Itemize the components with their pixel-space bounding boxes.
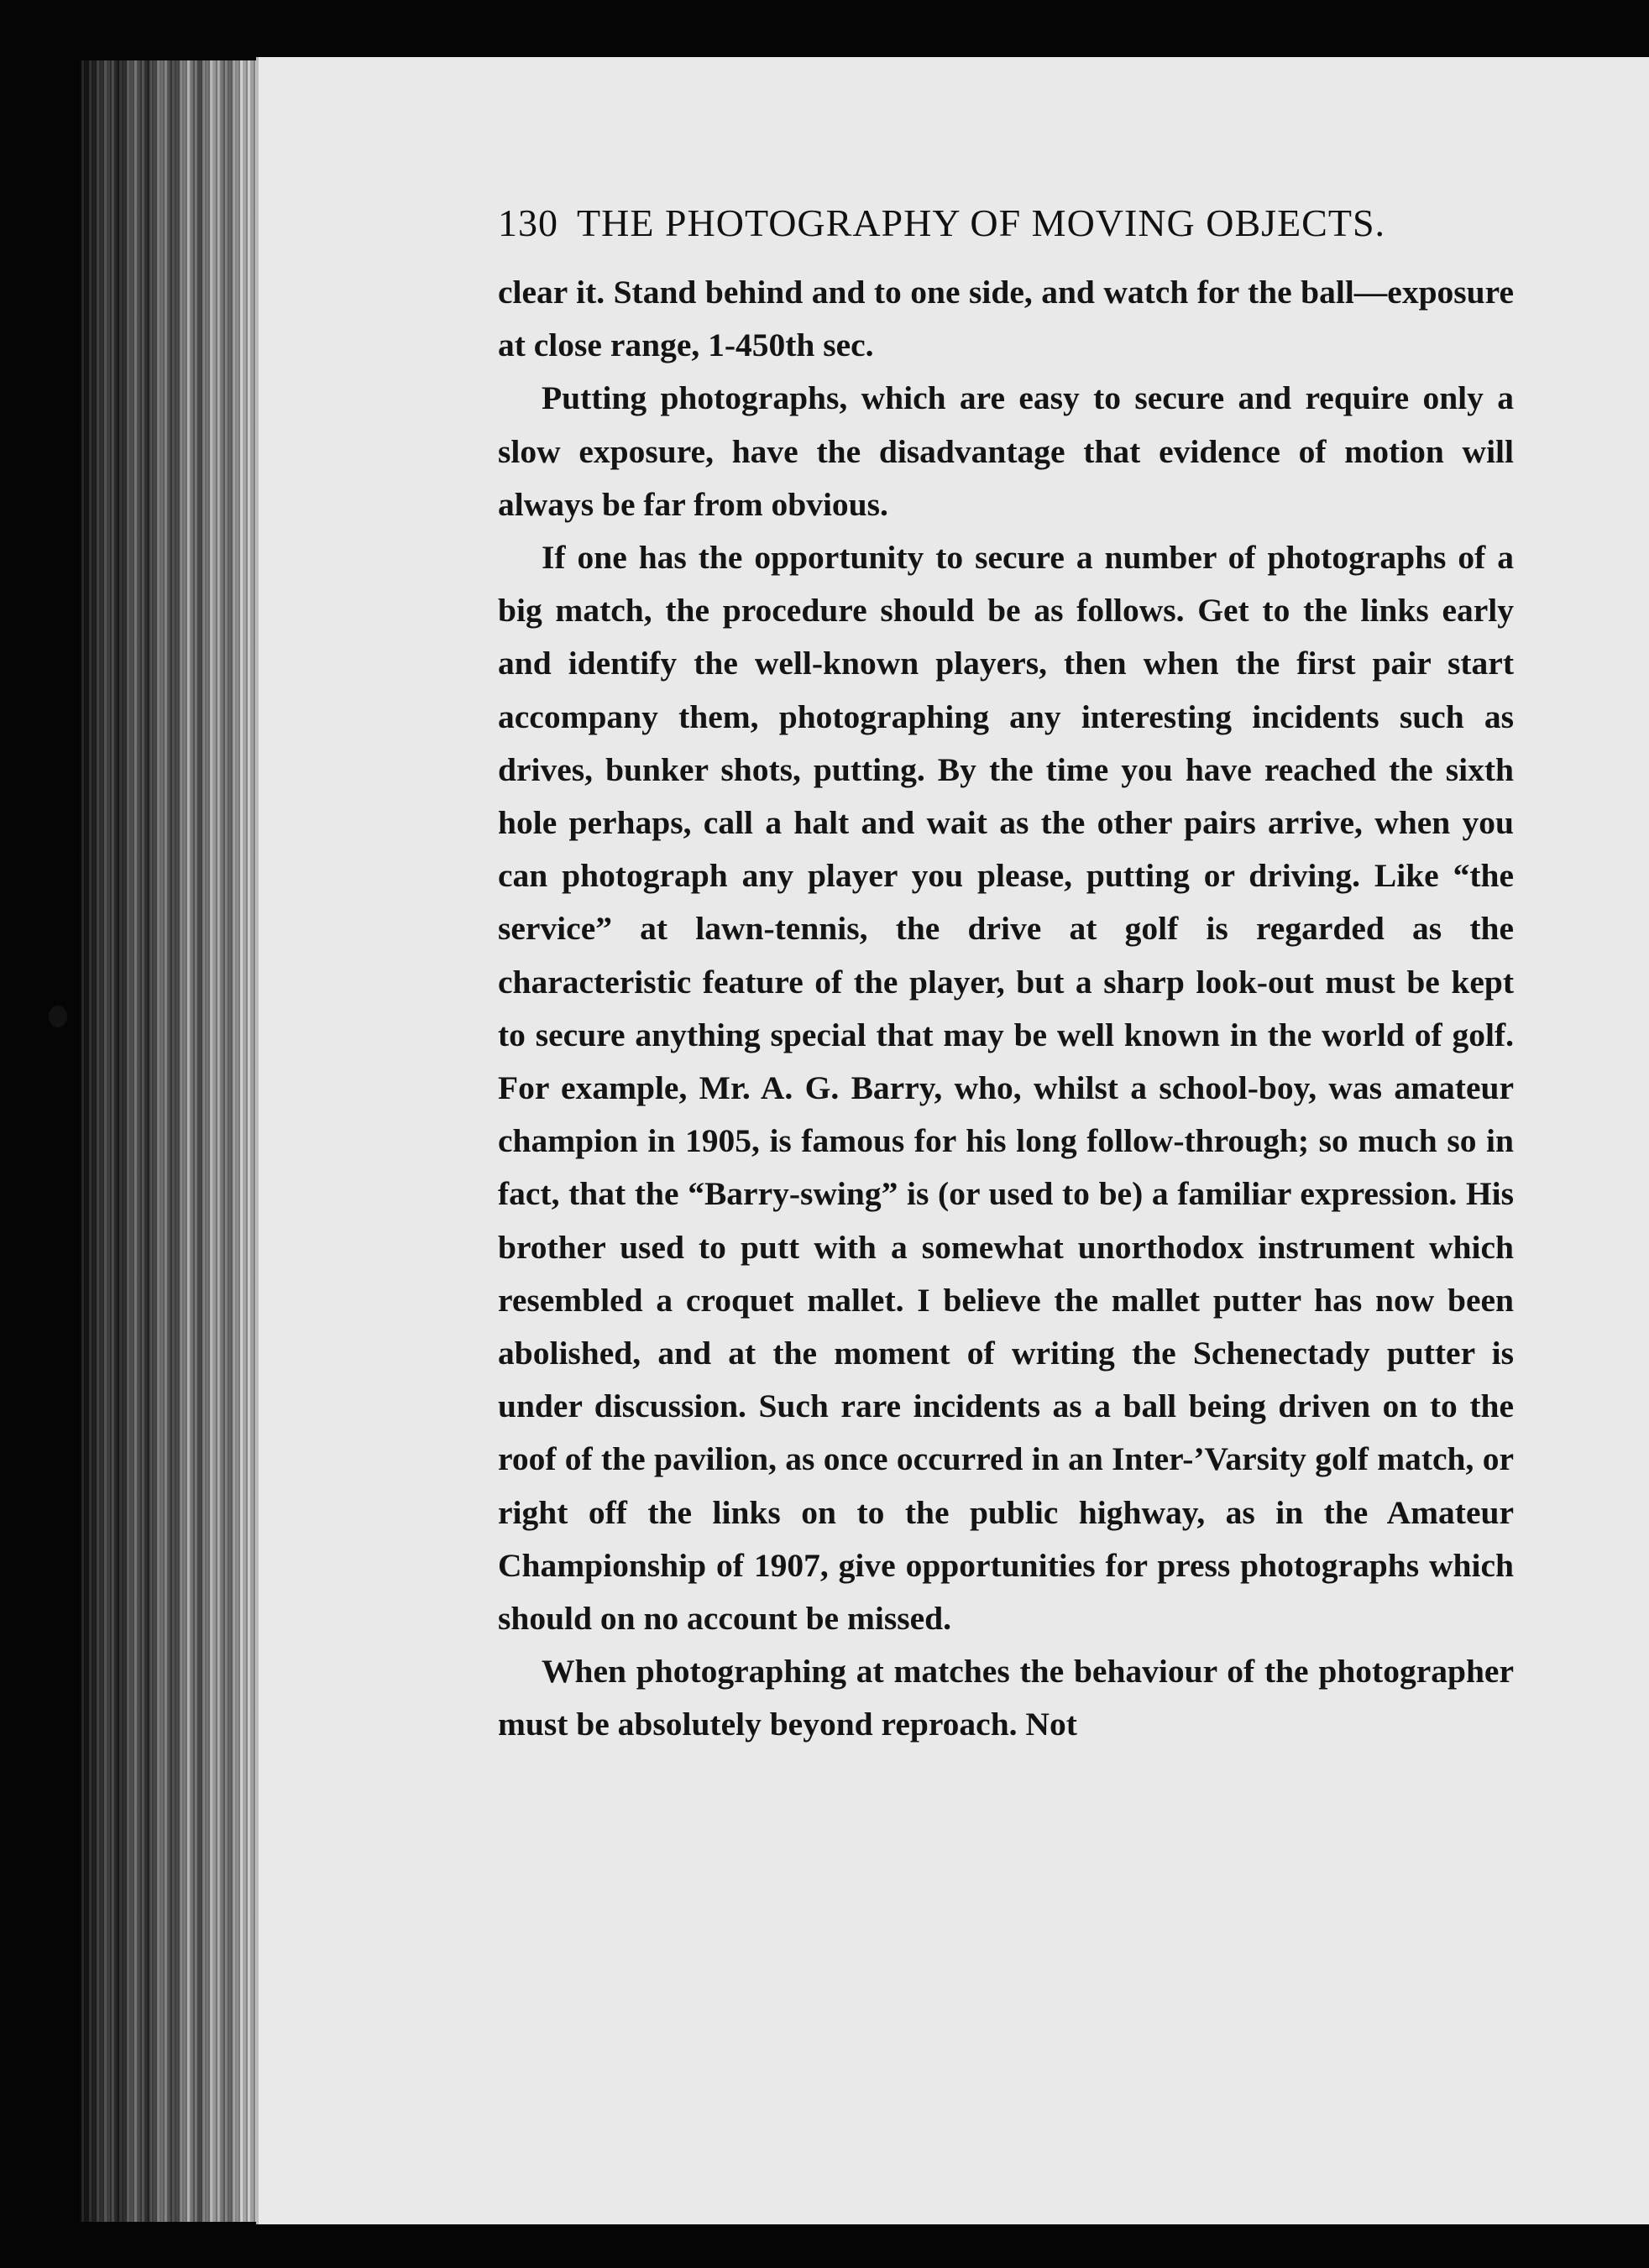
- paragraph-behaviour: When photographing at matches the behaviour of the photographer must be absolutely beyond reproach. Not: [498, 1653, 1514, 1743]
- paragraph-continuation: clear it. Stand behind and to one side, and watch for the ball—exposure at close range, 1-450th sec.: [498, 274, 1514, 364]
- book-spine-gutter: [80, 60, 260, 2222]
- page-content: [498, 201, 1514, 1752]
- body-text: [498, 266, 1514, 1752]
- running-title: THE PHOTOGRAPHY OF MOVING OBJECTS.: [577, 201, 1386, 244]
- paragraph-big-match: If one has the opportunity to secure a number of photographs of a big match, the procedure should be as follows. Get to the links early and identify the well-known players, then when the first pair start accompany them, photographing any interesting incidents such as drives, bunker shots, putting. By the time you have reached the sixth hole perhaps, call a halt and wait as the other pairs arrive, when you can photograph any player you please, putting or driving. Like “the service” at lawn-tennis, the drive at golf is regarded as the characteristic feature of the player, but a sharp look-out must be kept to secure anything special that may be well known in the world of golf. For example, Mr. A. G. Barry, who, whilst a school-boy, was amateur champion in 1905, is famous for his long follow-through; so much so in fact, that the “Barry-swing” is (or used to be) a familiar expression. His brother used to putt with a somewhat unorthodox instrument which resembled a croquet mallet. I believe the mallet putter has now been abolished, and at the moment of writing the Schenectady putter is under discussion. Such rare incidents as a ball being driven on to the roof of the pavilion, as once occurred in an Inter-’Varsity golf match, or right off the links on to the public highway, as in the Amateur Championship of 1907, give opportunities for press photographs which should on no account be missed.: [498, 539, 1514, 1638]
- book-page: [256, 57, 1649, 2224]
- running-head: [498, 201, 1514, 244]
- page-number: 130: [498, 201, 558, 244]
- paragraph-putting: Putting photographs, which are easy to secure and require only a slow exposure, have the disadvantage that evidence of motion will always be far from obvious.: [498, 379, 1514, 523]
- page-speck: [49, 1006, 67, 1027]
